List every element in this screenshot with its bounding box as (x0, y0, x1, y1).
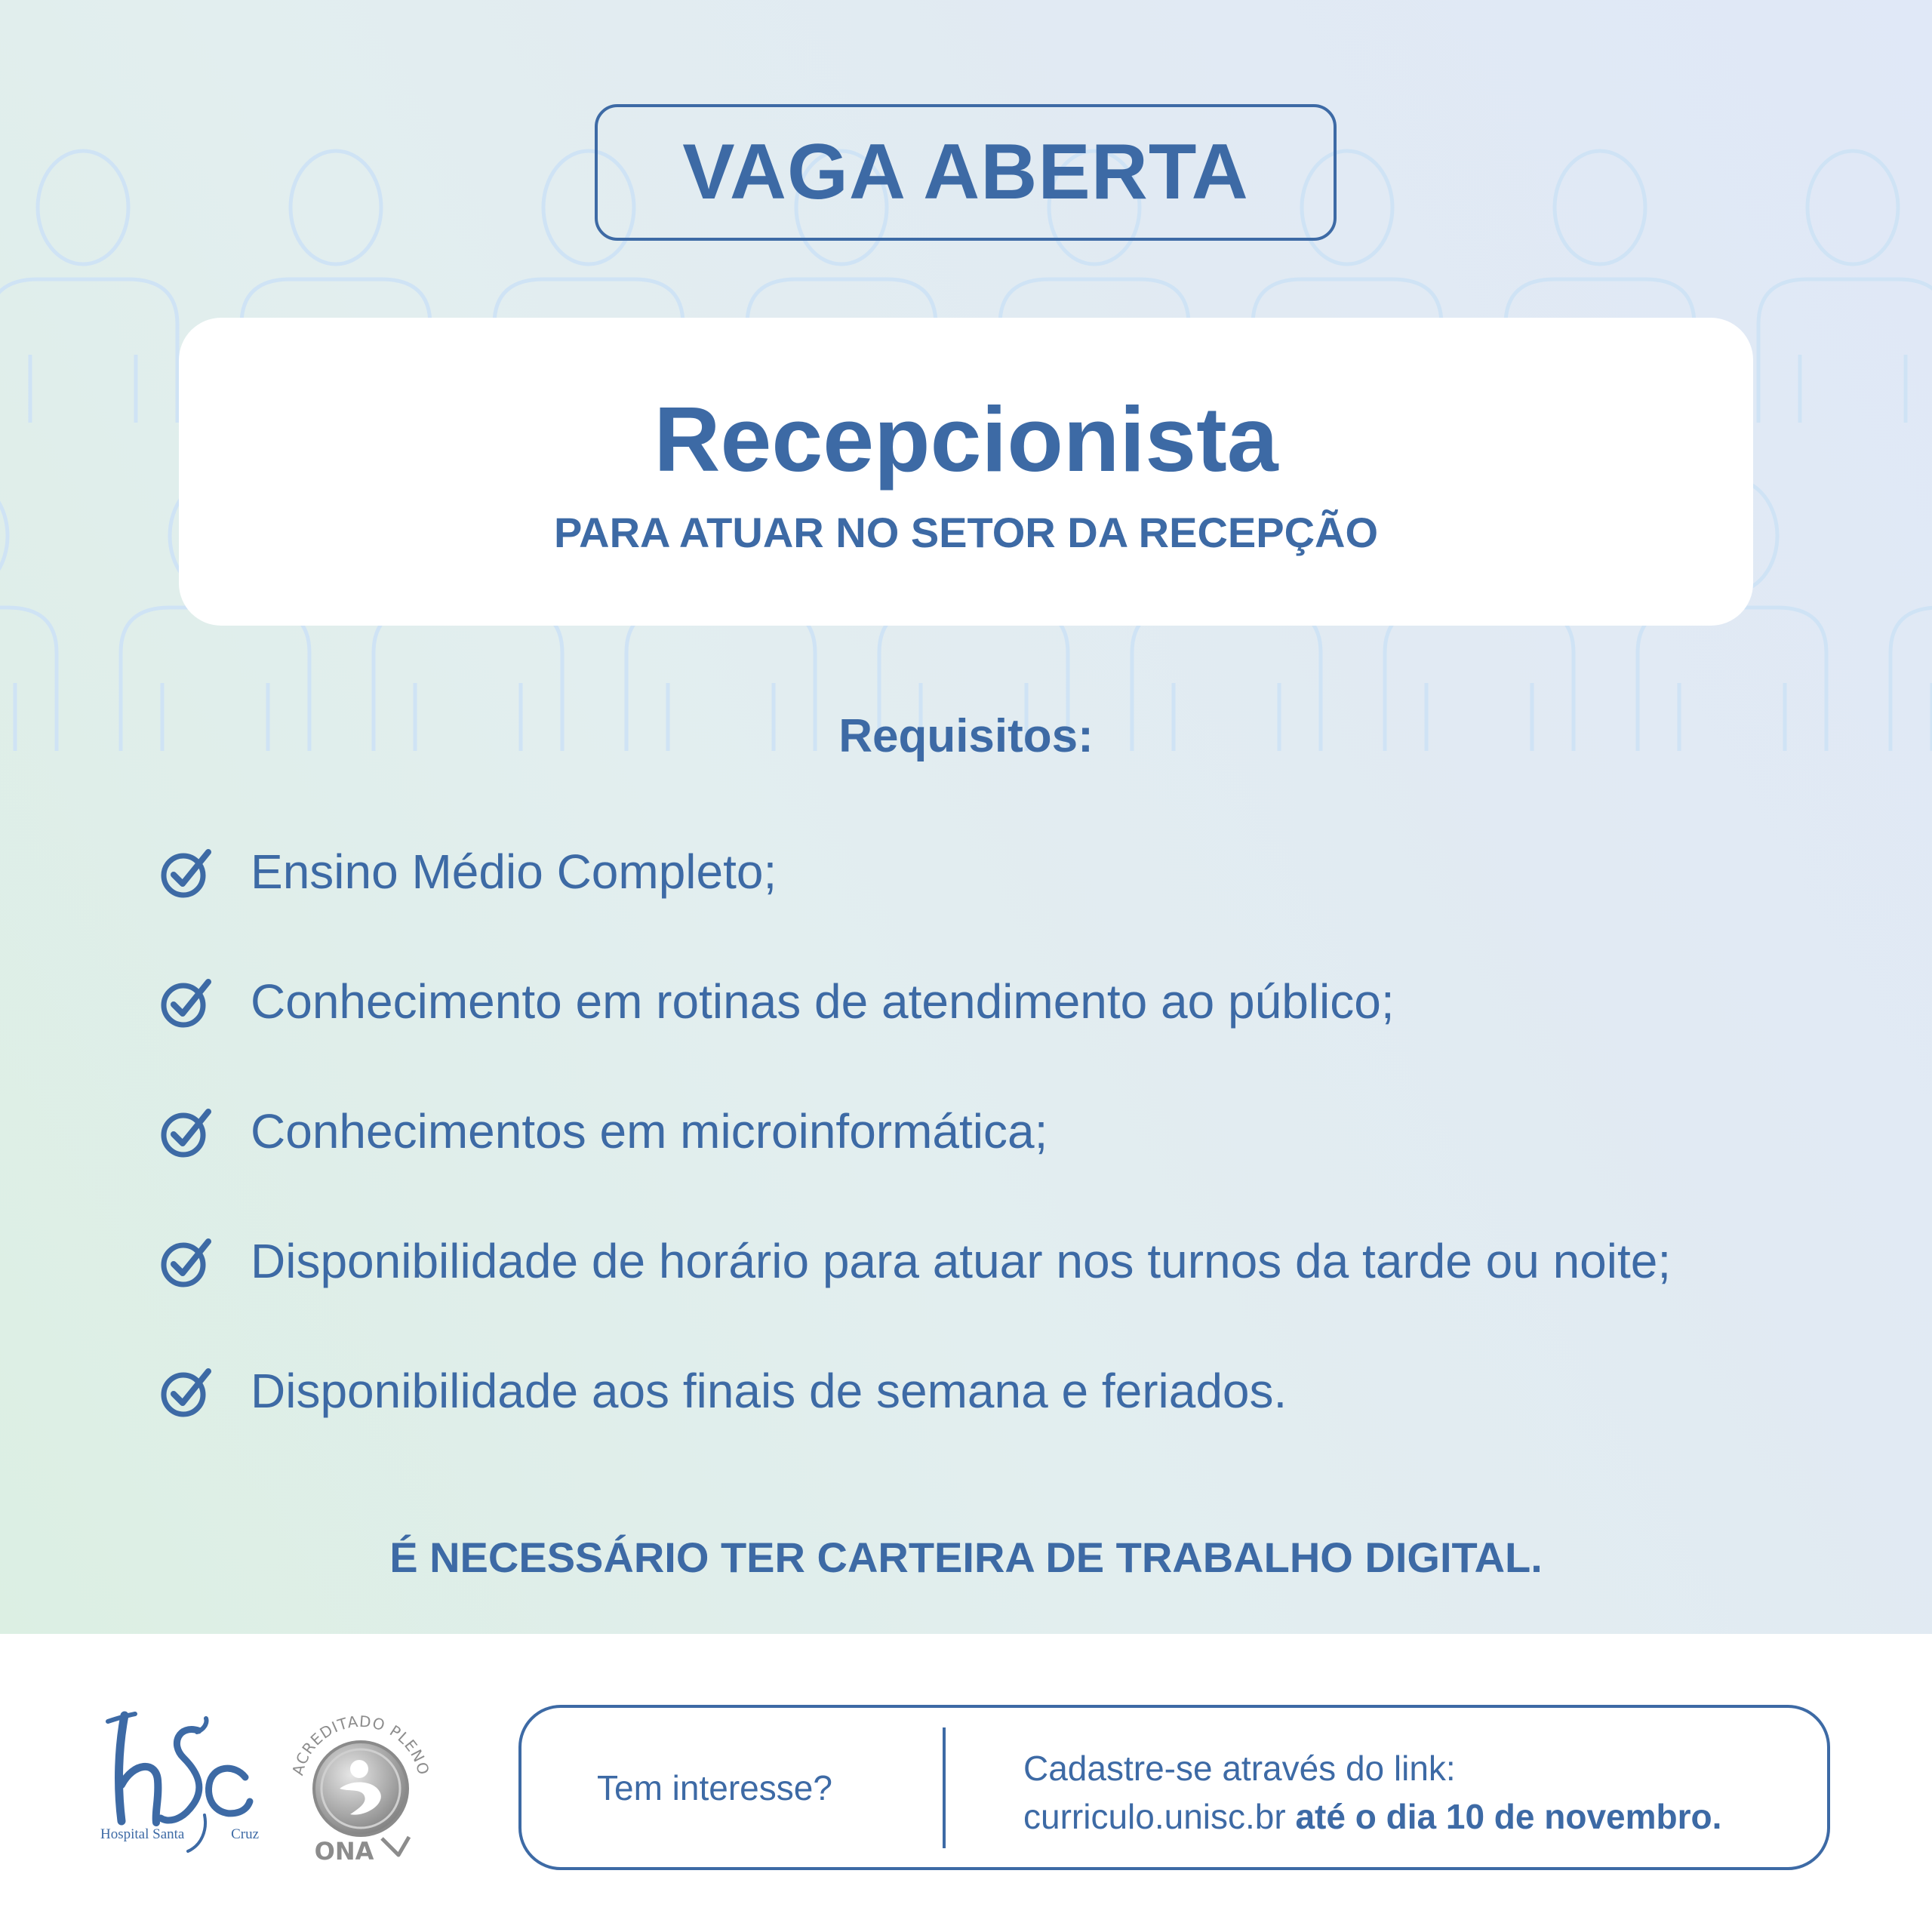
cta-question: Tem interesse? (597, 1767, 832, 1807)
check-circle-icon (158, 973, 216, 1030)
check-circle-icon (158, 1103, 216, 1160)
requirement-text: Disponibilidade aos finais de semana e feriados. (251, 1364, 1287, 1418)
job-card (179, 318, 1753, 626)
requirement-item (158, 1227, 1671, 1295)
job-title: Recepcionista (654, 388, 1278, 491)
check-circle-icon (158, 843, 216, 900)
hospital-caption-left: Hospital Santa (100, 1826, 185, 1842)
job-subtitle: PARA ATUAR NO SETOR DA RECEPÇÃO (553, 509, 1379, 556)
requirement-text: Disponibilidade de horário para atuar nos turnos da tarde ou noite; (251, 1234, 1672, 1288)
requirement-item (158, 838, 777, 906)
ona-accreditation-seal-icon (285, 1704, 436, 1870)
requirement-item (158, 1097, 1048, 1165)
requirements-heading: Requisitos: (838, 710, 1094, 762)
cta-box (518, 1705, 1830, 1870)
cta-divider (943, 1727, 946, 1848)
requirement-item (158, 968, 1395, 1035)
open-position-tag: VAGA ABERTA (595, 104, 1337, 241)
requirement-text: Ensino Médio Completo; (251, 844, 777, 899)
hospital-logo-caption (100, 1826, 259, 1843)
requirement-text: Conhecimento em rotinas de atendimento ao público; (251, 974, 1395, 1029)
hospital-caption-right: Cruz (231, 1826, 259, 1842)
cta-line1: Cadastre-se através do link: (1023, 1749, 1456, 1788)
cta-link[interactable]: curriculo.unisc.br (1023, 1797, 1286, 1836)
cta-deadline: até o dia 10 de novembro. (1295, 1797, 1722, 1836)
seal-ring-text: ACREDITADO PLENO (288, 1712, 433, 1777)
cta-details (1023, 1744, 1721, 1841)
check-circle-icon (158, 1362, 216, 1420)
requirement-text: Conhecimentos em microinformática; (251, 1104, 1048, 1158)
cta-line2 (1023, 1792, 1721, 1841)
check-circle-icon (158, 1232, 216, 1290)
requirement-item (158, 1357, 1287, 1425)
work-card-notice: É NECESSÁRIO TER CARTEIRA DE TRABALHO DIGITAL. (389, 1534, 1543, 1581)
seal-brand-text: ONA (314, 1837, 374, 1866)
